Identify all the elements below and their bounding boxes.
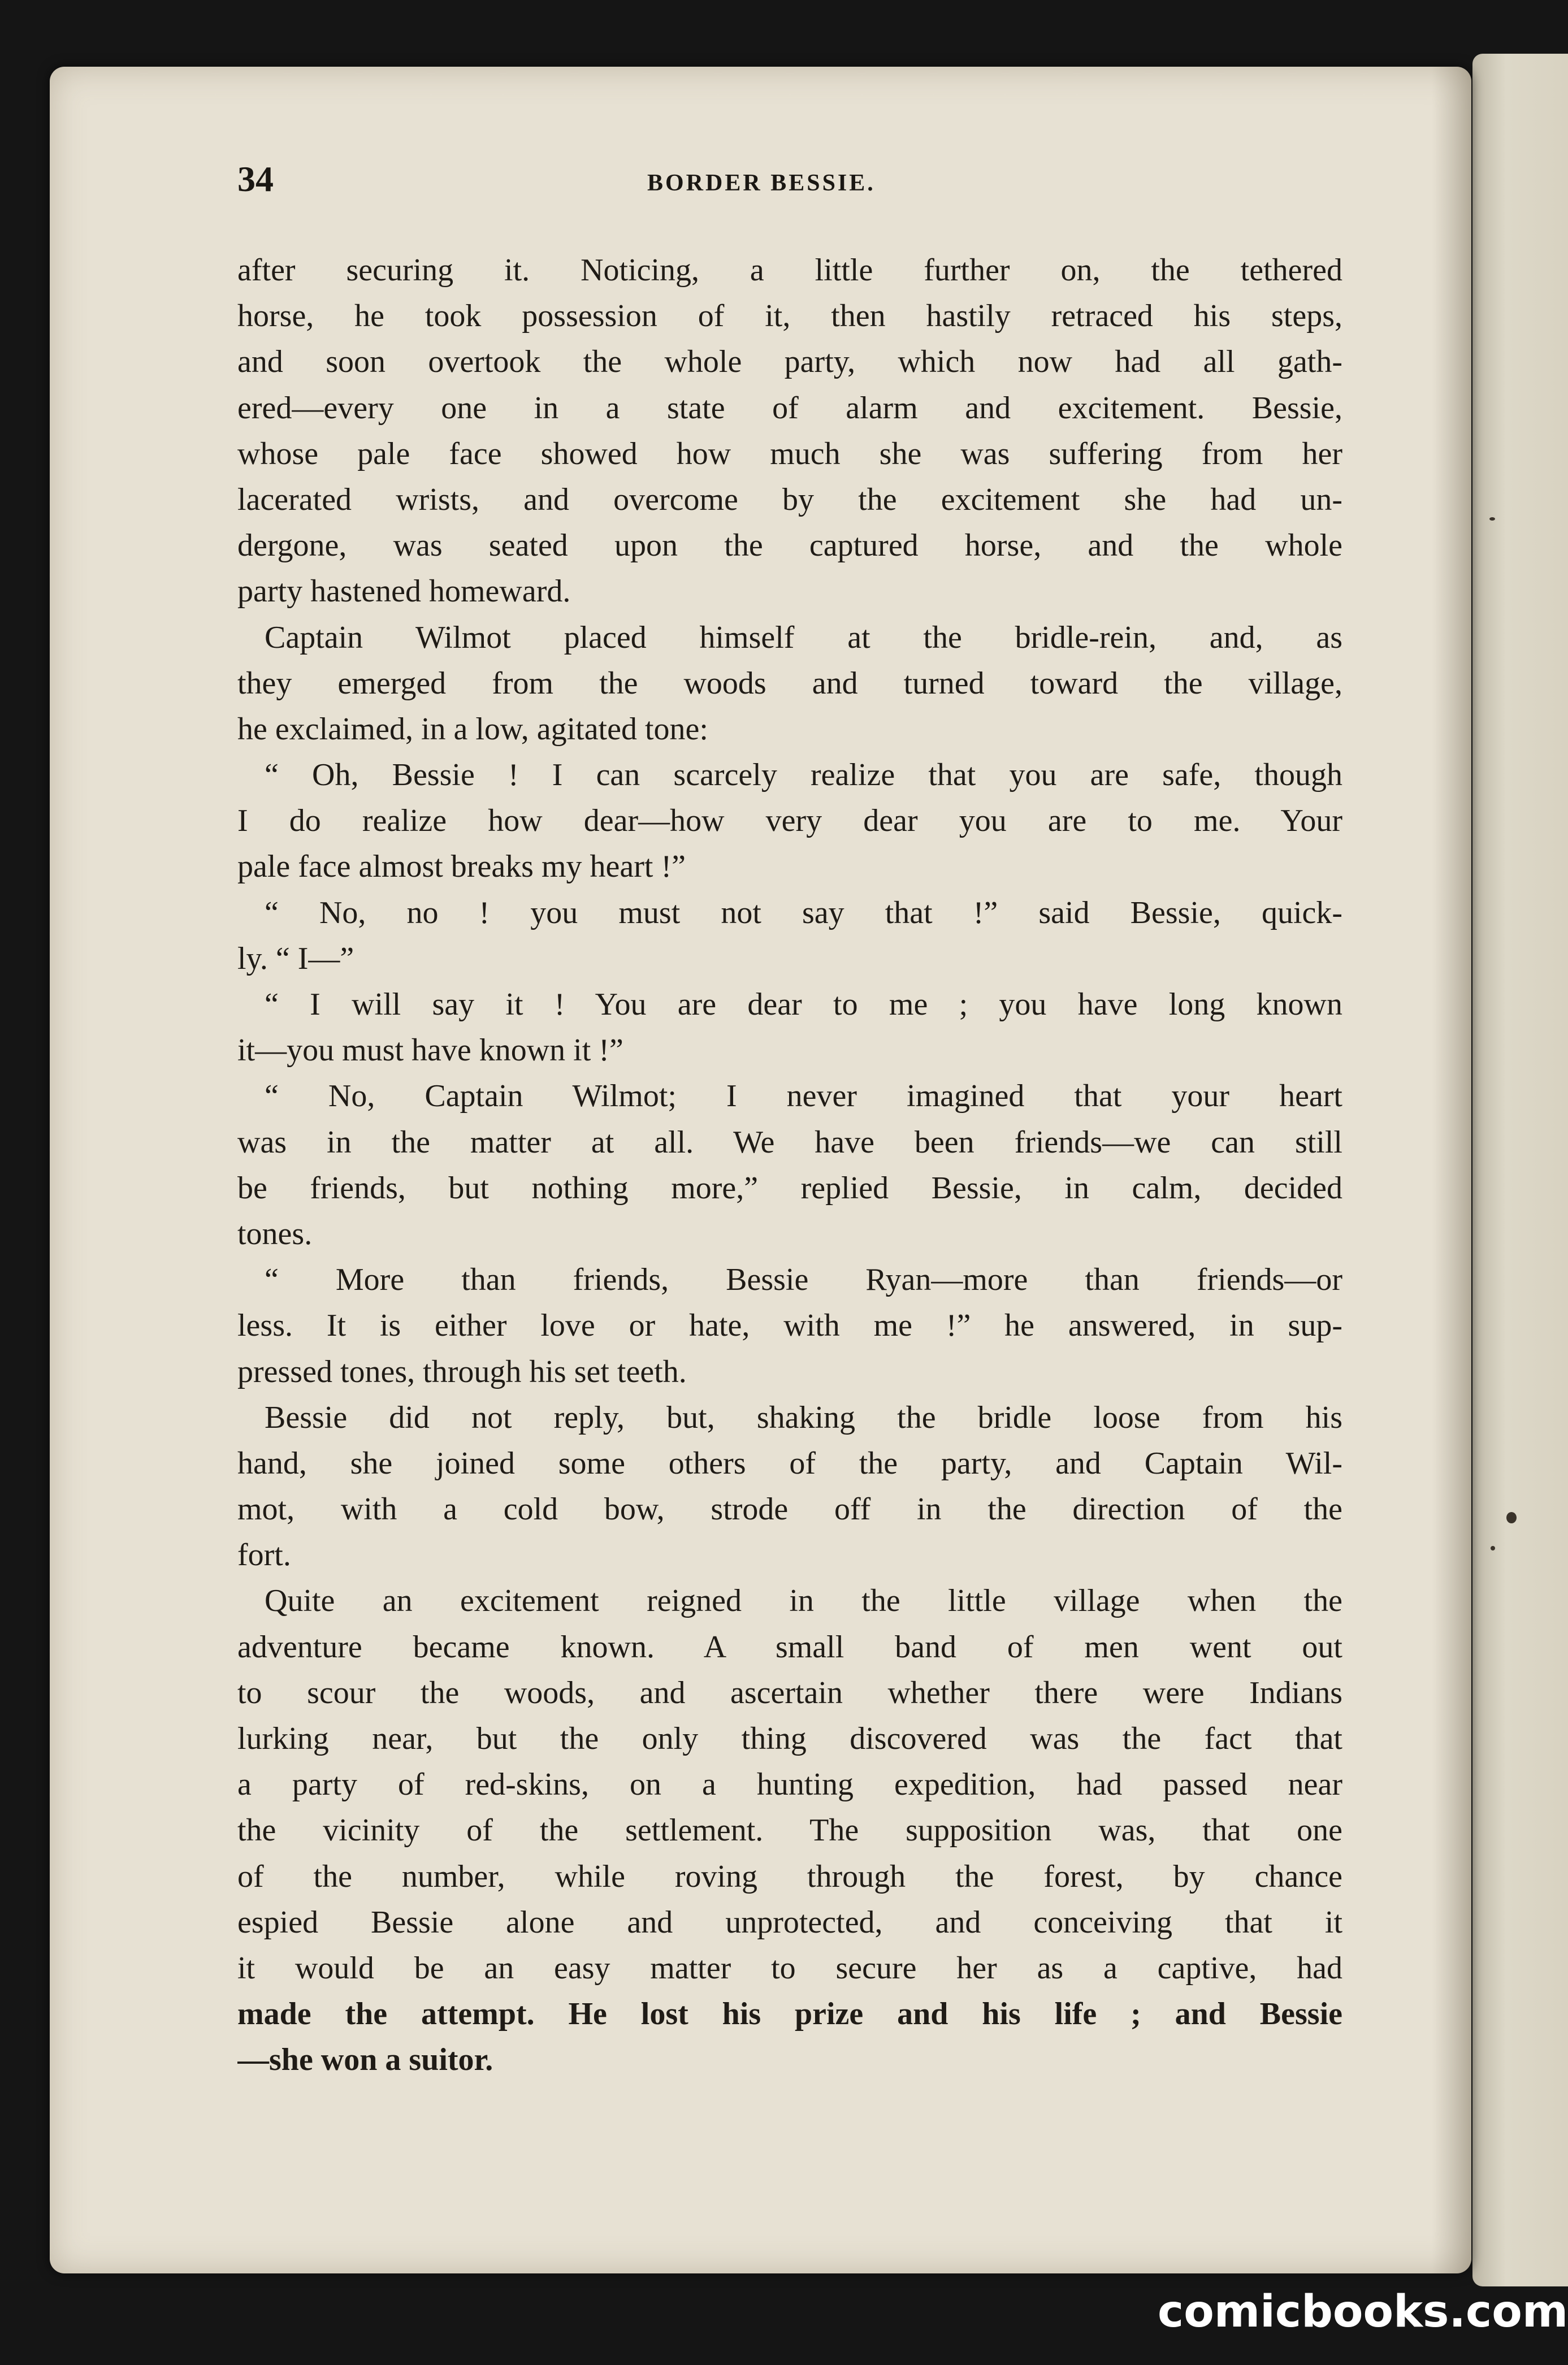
text-line: Quite an excitement reigned in the little village when the	[265, 1583, 1342, 1619]
paper-blemish	[1506, 1512, 1517, 1523]
page-number: 34	[237, 159, 274, 199]
text-line: lurking near, but the only thing discovered was the fact that	[237, 1721, 1342, 1756]
text-line: and soon overtook the whole party, which now had all gath-	[237, 344, 1342, 380]
paper-blemish	[1489, 517, 1495, 521]
text-line: fort.	[237, 1537, 291, 1573]
text-line: lacerated wrists, and overcome by the excitement she had un-	[237, 482, 1342, 517]
text-line: espied Bessie alone and unprotected, and conceiving that it	[237, 1904, 1342, 1940]
text-line: mot, with a cold bow, strode off in the direction of the	[237, 1492, 1342, 1527]
text-line: be friends, but nothing more,” replied Bessie, in calm, decided	[237, 1170, 1342, 1206]
text-line: whose pale face showed how much she was suffering from her	[237, 436, 1342, 471]
text-line: less. It is either love or hate, with me !” he answered, in sup-	[237, 1308, 1342, 1344]
text-line: dergone, was seated upon the captured horse, and the whole	[237, 528, 1342, 564]
paper-blemish	[1491, 1546, 1495, 1550]
text-line: after securing it. Noticing, a little further on, the tethered	[237, 253, 1342, 288]
text-line: pale face almost breaks my heart !”	[237, 849, 686, 885]
text-line: it—you must have known it !”	[237, 1033, 623, 1068]
text-line: was in the matter at all. We have been friends—we can still	[237, 1124, 1342, 1160]
running-title: BORDER BESSIE.	[647, 170, 876, 196]
text-line: tones.	[237, 1216, 313, 1251]
text-line: Bessie did not reply, but, shaking the bridle loose from his	[265, 1400, 1342, 1435]
watermark: comicbooks.com	[1158, 2286, 1568, 2337]
text-line: —she won a suitor.	[237, 2042, 493, 2078]
text-line: ered—every one in a state of alarm and excitement. Bessie,	[237, 390, 1342, 426]
text-line: made the attempt. He lost his prize and his life ; and Bessie	[237, 1996, 1342, 2032]
text-line: Captain Wilmot placed himself at the bridle-rein, and, as	[265, 620, 1342, 655]
body-text	[237, 248, 1342, 2084]
text-line: pressed tones, through his set teeth.	[237, 1354, 687, 1389]
text-line: they emerged from the woods and turned toward the village,	[237, 665, 1342, 701]
text-line: “ No, Captain Wilmot; I never imagined that your heart	[265, 1078, 1342, 1114]
text-line: he exclaimed, in a low, agitated tone:	[237, 711, 708, 747]
text-line: adventure became known. A small band of men went out	[237, 1629, 1342, 1665]
text-line: it would be an easy matter to secure her as a captive, had	[237, 1950, 1342, 1986]
text-line: of the number, while roving through the forest, by chance	[237, 1859, 1342, 1894]
text-line: I do realize how dear—how very dear you are to me. Your	[237, 803, 1342, 839]
text-line: ly. “ I—”	[237, 941, 354, 976]
text-line: horse, he took possession of it, then hastily retraced his steps,	[237, 298, 1342, 334]
text-line: to scour the woods, and ascertain whether there were Indians	[237, 1675, 1342, 1710]
text-line: “ No, no ! you must not say that !” said Bessie, quick-	[265, 895, 1342, 930]
text-line: hand, she joined some others of the party, and Captain Wil-	[237, 1445, 1342, 1481]
text-line: “ More than friends, Bessie Ryan—more than friends—or	[265, 1262, 1342, 1298]
facing-page-edge	[1472, 54, 1568, 2286]
text-line: a party of red-skins, on a hunting expedition, had passed near	[237, 1767, 1342, 1803]
text-line: “ Oh, Bessie ! I can scarcely realize that you are safe, though	[265, 757, 1342, 793]
text-line: party hastened homeward.	[237, 574, 571, 609]
text-line: the vicinity of the settlement. The supposition was, that one	[237, 1813, 1342, 1848]
text-line: “ I will say it ! You are dear to me ; you have long known	[265, 987, 1342, 1022]
